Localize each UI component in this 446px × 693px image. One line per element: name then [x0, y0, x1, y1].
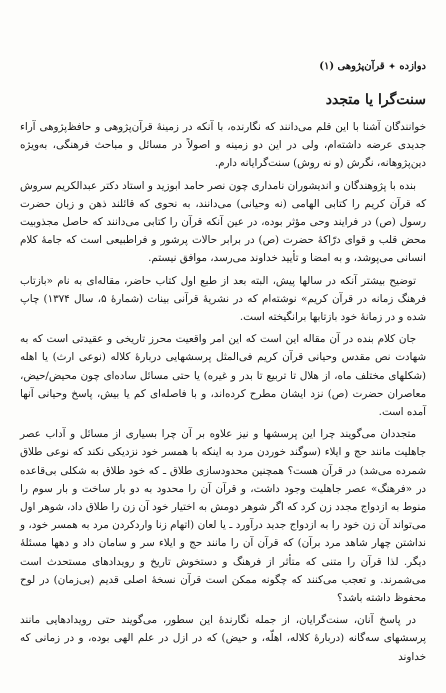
paragraph: توضیح بیشتر آنکه در سالها پیش، البته بعد از طبع اول کتاب حاضر، مقاله‌ای به نام «بازتاب فرهنگ زمانه در قرآن کریم» نوشته‌ام که در نشریهٔ قرآنی بینات (شمارهٔ ۵، سال ۱۳۷۴) چاپ شده و در زمانهٔ خود بازتابها برانگیخته است.: [20, 274, 426, 324]
running-header: [150, 58, 426, 74]
paragraph: جان کلام بنده در آن مقاله این است که این امر واقعیت محرز تاریخی و عقیدتی است که به شهادت نص مقدس وحیانی قرآن کریم فی‌المثل پرسشهایی دربارهٔ کلاله (نوعی ارث) یا اهله (شکلهای مختلف ماه، از هلال تا تربیع تا بدر و غیره) یا حتی مسائل ساده‌ای چون محیض/حیض، معاصران حضرت (ص) نزد ایشان مطرح کرده‌اند، و با فاصله‌ای کم یا بیش، پاسخ وحیانی آنها آمده است.: [20, 333, 426, 419]
series-title: قرآن‌پژوهی (۱): [319, 60, 385, 72]
paragraph: متجددان می‌گویند چرا این پرسشها و نیز علاوه بر آن چرا بسیاری از مسائل و آداب عصر جاهلیت مانند حج و ایلاء (سوگند خوردن مرد به اینکه با همسر خود نزدیکی نکند که نوعی طلاق شمرده می‌شد) در قرآن هست؟ همچنین محدودسازی طلاق ـ که خود طلاق به شکلی بی‌قاعده در «فرهنگ» عصر جاهلیت وجود داشت، و قرآن آن را محدود به دو بار ساخت و بار سوم را منوط به ازدواج مجدد زن کرد که اگر شوهر دومش به اختیار خود آن زن را طلاق داد، شوهر اول می‌تواند آن زن خود را به ازدواج جدید درآورد ـ یا لعان (اتهام زنا واردکردن مرد به همسر خود، و نداشتن چهار شاهد مرد برآن) که قرآن آن را مانند حج و ایلاء سر و سامان داد و دهها مسئلهٔ دیگر. لذا قرآن را متنی که متأثر از فرهنگ و دستخوش تاریخ و رویدادهای مستحدث است می‌شمرند. و تعجب می‌کنند که چگونه ممکن است قرآن نسخهٔ اصلی قدیم (بی‌زمان) در لوح محفوظ داشته باشد؟: [20, 428, 426, 605]
body-text: [20, 118, 426, 666]
paragraph: بنده با پژوهندگان و اندیشوران نامداری چون نصر حامد ابوزید و استاد دکتر عبدالکریم سروش که قرآن کریم را کتابی الهامی (نه وحیانی) می‌دانند، به نحوی که قائلند ذهن و زبان حضرت رسول (ص) در فرایند وحی مؤثر بوده، در عین آنکه قرآن را کتابی می‌دانند که حاصل مجذوبیت محض قلب و قوای درّاکهٔ حضرت (ص) در برابر حالات پرشور و فراطبیعی است که جامهٔ کلام انسانی می‌پوشد، و به امضا و تأیید خداوند می‌رسد، موافق نیستم.: [20, 179, 426, 265]
section-title: سنت‌گرا یا متجدد: [325, 92, 426, 108]
paragraph: خوانندگان آشنا با این قلم می‌دانند که نگارنده، با آنکه در زمینهٔ قرآن‌پژوهی و حافظ‌پژوهی آراء جدیدی عرضه داشته‌ام، ولی در این دو زمینه و اصولاً در مسائل و مباحث فرهنگی، به‌ویژه دین‌پژوهانه، نگرش (و نه روش) سنت‌گرایانه دارم.: [20, 121, 426, 170]
paragraph: در پاسخ آنان، سنت‌گرایان، از جمله نگارندهٔ این سطور، می‌گویند حتی رویدادهایی مانند پرسشهای سه‌گانه (دربارهٔ کلاله، اهلّه، و حیض) که در ازل در علم الهی بوده، و در زمانی که خداوند: [20, 614, 426, 663]
page-number-label: دوازده: [399, 60, 426, 72]
separator-icon: ✦: [388, 61, 396, 71]
